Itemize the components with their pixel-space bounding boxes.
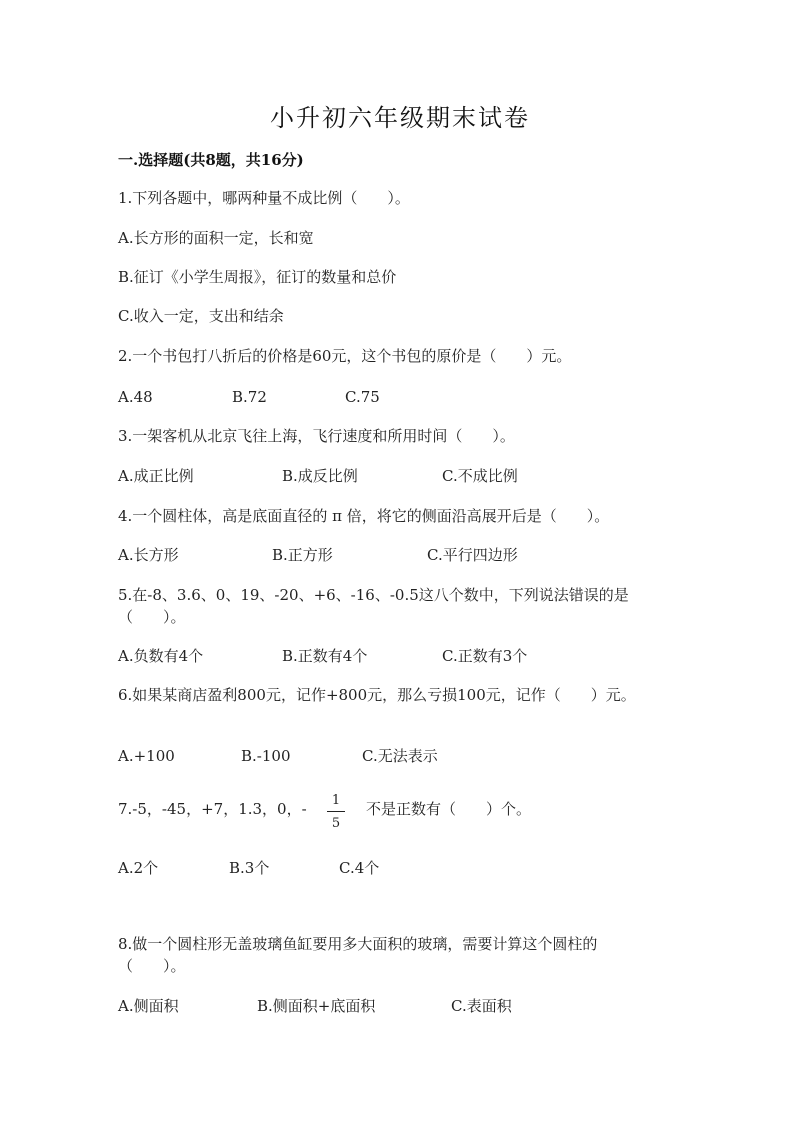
question-4-option-b: B.正方形 bbox=[272, 546, 333, 564]
question-4-option-a: A.长方形 bbox=[118, 546, 179, 564]
question-1-stem: 1.下列各题中，哪两种量不成比例（ ）。 bbox=[118, 189, 410, 207]
question-1-option-b: B.征订《小学生周报》，征订的数量和总价 bbox=[118, 268, 397, 286]
question-6-stem: 6.如果某商店盈利800元，记作+800元，那么亏损100元，记作（ ）元。 bbox=[118, 686, 636, 704]
question-6-option-a: A.+100 bbox=[118, 747, 175, 765]
question-7-option-b: B.3个 bbox=[229, 859, 270, 877]
question-8-option-a: A.侧面积 bbox=[118, 997, 179, 1015]
question-4-stem: 4.一个圆柱体，高是底面直径的 π 倍，将它的侧面沿高展开后是（ ）。 bbox=[118, 507, 610, 525]
question-7-stem-before: 7.-5，-45，+7，1.3，0，- bbox=[118, 800, 307, 818]
question-8-stem-line2: （ ）。 bbox=[118, 957, 186, 975]
fraction-numerator: 1 bbox=[331, 793, 341, 808]
question-8-option-c: C.表面积 bbox=[451, 997, 512, 1015]
question-5-option-a: A.负数有4个 bbox=[118, 647, 204, 665]
fraction-denominator: 5 bbox=[331, 816, 341, 831]
question-5-stem-line1: 5.在-8、3.6、0、19、-20、+6、-16、-0.5这八个数中，下列说法错误的是 bbox=[118, 586, 629, 604]
page-title: 小升初六年级期末试卷 bbox=[270, 104, 530, 132]
question-4-option-c: C.平行四边形 bbox=[427, 546, 518, 564]
question-7-option-c: C.4个 bbox=[339, 859, 380, 877]
fraction-bar bbox=[327, 811, 345, 812]
question-5-option-b: B.正数有4个 bbox=[282, 647, 368, 665]
question-6-option-c: C.无法表示 bbox=[362, 747, 438, 765]
question-3-option-a: A.成正比例 bbox=[118, 467, 194, 485]
question-2-option-c: C.75 bbox=[345, 388, 380, 406]
question-6-option-b: B.-100 bbox=[241, 747, 291, 765]
question-2-option-a: A.48 bbox=[118, 388, 153, 406]
question-3-option-c: C.不成比例 bbox=[442, 467, 518, 485]
question-2-stem: 2.一个书包打八折后的价格是60元，这个书包的原价是（ ）元。 bbox=[118, 347, 572, 365]
section-heading: 一.选择题(共8题，共16分) bbox=[118, 151, 304, 169]
question-5-stem-line2: （ ）。 bbox=[118, 608, 186, 626]
question-3-option-b: B.成反比例 bbox=[282, 467, 358, 485]
question-8-stem-line1: 8.做一个圆柱形无盖玻璃鱼缸要用多大面积的玻璃，需要计算这个圆柱的 bbox=[118, 935, 598, 953]
question-1-option-a: A.长方形的面积一定，长和宽 bbox=[118, 229, 314, 247]
question-1-option-c: C.收入一定，支出和结余 bbox=[118, 307, 284, 325]
question-7-stem-after: 不是正数有（ ）个。 bbox=[366, 800, 532, 818]
question-8-option-b: B.侧面积+底面积 bbox=[257, 997, 376, 1015]
question-3-stem: 3.一架客机从北京飞往上海，飞行速度和所用时间（ ）。 bbox=[118, 427, 515, 445]
question-7-option-a: A.2个 bbox=[118, 859, 159, 877]
fraction-one-fifth bbox=[327, 793, 345, 831]
question-2-option-b: B.72 bbox=[232, 388, 267, 406]
question-5-option-c: C.正数有3个 bbox=[442, 647, 528, 665]
